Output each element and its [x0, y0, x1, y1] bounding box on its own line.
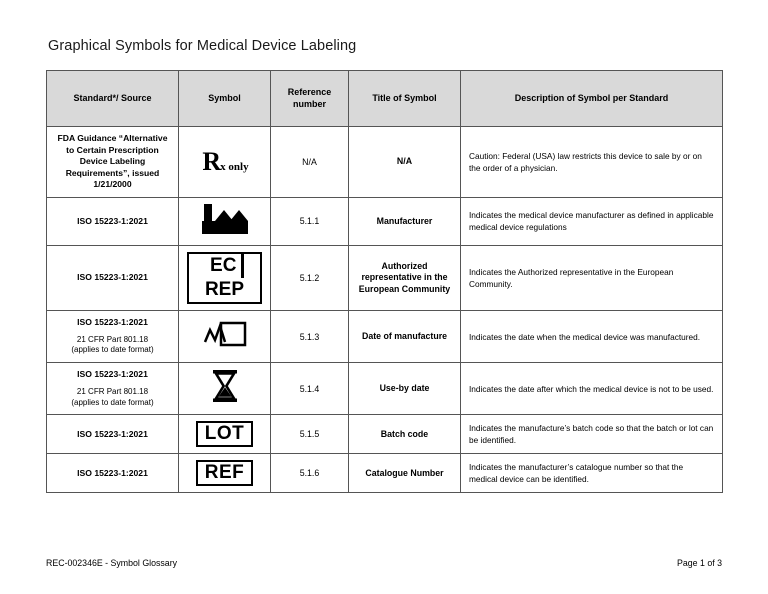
cell-reference: 5.1.6 [271, 454, 349, 493]
table-row [47, 197, 723, 245]
cell-symbol [179, 454, 271, 493]
cell-standard: ISO 15223-1:2021 [47, 415, 179, 454]
date-of-manufacture-icon [203, 320, 247, 348]
cell-title: N/A [349, 127, 461, 198]
table-row [47, 363, 723, 415]
cell-standard: ISO 15223-1:2021 [47, 197, 179, 245]
cell-description: Indicates the manufacture’s batch code so that the batch or lot can be identified. [461, 415, 723, 454]
cell-title: Date of manufacture [349, 310, 461, 362]
column-header-reference-number: Reference number [271, 71, 349, 127]
footer-page-number: Page 1 of 3 [677, 558, 722, 568]
cell-symbol [179, 310, 271, 362]
cell-standard: FDA Guidance “Alternative to Certain Prescription Device Labeling Requirements”, issued 1/21/2000 [47, 127, 179, 198]
cell-title: Manufacturer [349, 197, 461, 245]
table-row [47, 245, 723, 310]
cell-standard [47, 310, 179, 362]
cell-reference: 5.1.4 [271, 363, 349, 415]
standard-primary: ISO 15223-1:2021 [77, 369, 148, 380]
cell-standard [47, 363, 179, 415]
table-row [47, 310, 723, 362]
hourglass-icon [209, 369, 241, 407]
standard-secondary: 21 CFR Part 801.18 [76, 334, 149, 344]
cell-symbol [179, 127, 271, 198]
cell-description: Indicates the medical device manufacturer as defined in applicable medical device regulations [461, 197, 723, 245]
table-row [47, 454, 723, 493]
cell-description: Indicates the manufacturer’s catalogue number so that the medical device can be identified. [461, 454, 723, 493]
standard-secondary: 21 CFR Part 801.18 [76, 386, 149, 396]
column-header-symbol: Symbol [179, 71, 271, 127]
table-header [47, 71, 723, 127]
cell-symbol [179, 415, 271, 454]
symbol-glossary-table [46, 70, 723, 493]
cell-title: Use-by date [349, 363, 461, 415]
cell-description: Indicates the Authorized representative in the European Community. [461, 245, 723, 310]
standard-primary: ISO 15223-1:2021 [77, 316, 148, 327]
page-title: Graphical Symbols for Medical Device Labeling [48, 38, 357, 54]
cell-standard: ISO 15223-1:2021 [47, 454, 179, 493]
lot-icon: LOT [196, 421, 254, 447]
cell-reference: 5.1.5 [271, 415, 349, 454]
table-row [47, 127, 723, 198]
standard-note: (applies to date format) [71, 345, 154, 355]
table-body [47, 127, 723, 493]
cell-reference: 5.1.1 [271, 197, 349, 245]
column-header-title-of-symbol: Title of Symbol [349, 71, 461, 127]
cell-symbol [179, 245, 271, 310]
cell-reference: 5.1.2 [271, 245, 349, 310]
cell-description: Indicates the date after which the medical device is not to be used. [461, 363, 723, 415]
ref-icon: REF [196, 460, 254, 486]
column-header-standard: Standard*/ Source [47, 71, 179, 127]
footer-document-id: REC-002346E - Symbol Glossary [46, 558, 178, 568]
ec-rep-icon: ECREP [187, 252, 262, 304]
table-header-row [47, 71, 723, 127]
cell-title: Catalogue Number [349, 454, 461, 493]
cell-description: Indicates the date when the medical device was manufactured. [461, 310, 723, 362]
cell-description: Caution: Federal (USA) law restricts this device to sale by or on the order of a physician. [461, 127, 723, 198]
page-footer [46, 558, 722, 568]
rx-only-icon: Rx only [202, 146, 249, 176]
cell-symbol [179, 197, 271, 245]
cell-reference: 5.1.3 [271, 310, 349, 362]
cell-title: Batch code [349, 415, 461, 454]
cell-symbol [179, 363, 271, 415]
factory-icon [202, 204, 248, 234]
cell-standard: ISO 15223-1:2021 [47, 245, 179, 310]
table-row [47, 415, 723, 454]
standard-note: (applies to date format) [71, 397, 154, 407]
column-header-description: Description of Symbol per Standard [461, 71, 723, 127]
cell-title: Authorized representative in the European Community [349, 245, 461, 310]
cell-reference: N/A [271, 127, 349, 198]
